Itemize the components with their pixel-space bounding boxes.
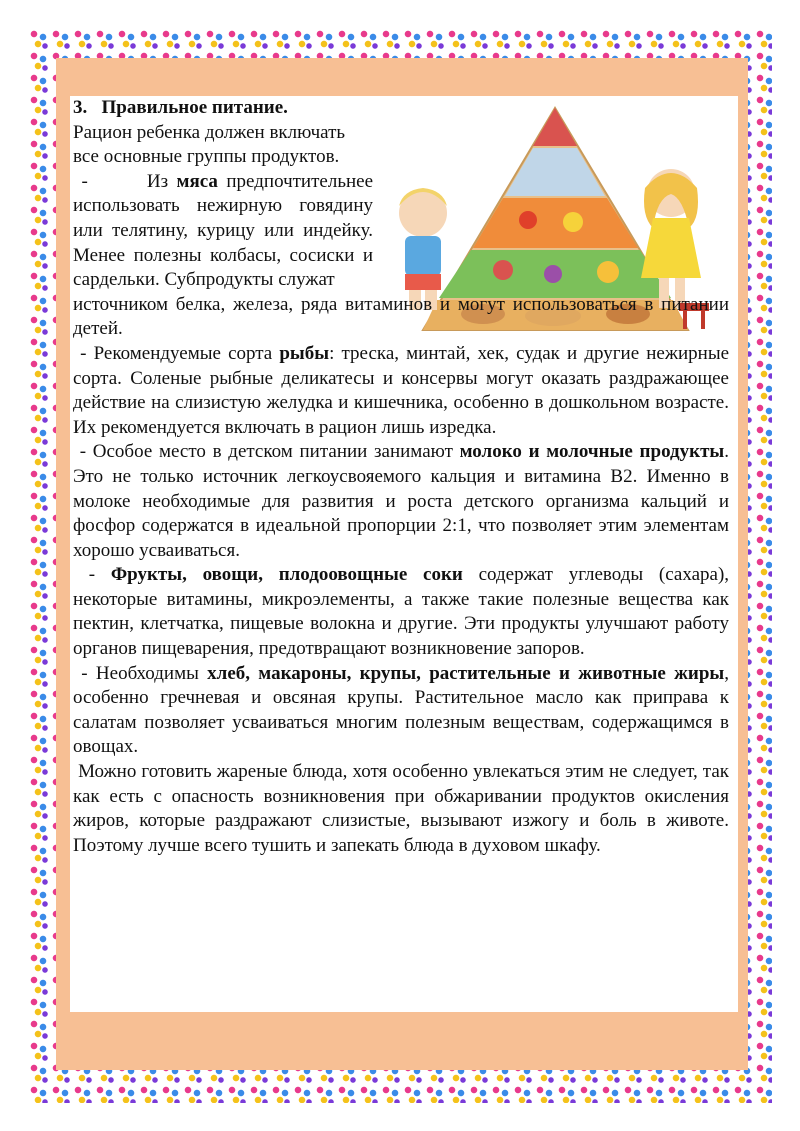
intro-paragraph: Рацион ребенка должен включать все основные группы продуктов.	[73, 121, 346, 168]
milk-paragraph: - Особое место в детском питании занимают молоко и молочные продукты. Это не только источник легкоусвояемого кальция и витамина В2. Именно в молоке необходимые для развития и роста детского организма кальций и фосфор содержатся в идеальной пропорции 2:1, что позволяет этим элементам хорошо усваиваться.	[73, 441, 729, 561]
meat-paragraph-start: - Из мяса предпочтительнее использовать нежирную говядину или телятину, курицу или индейку. Менее полезны колбасы, сосиски и сардельки. Субпродукты служат	[73, 170, 374, 291]
section-heading: 3. Правильное питание.	[73, 97, 288, 118]
meat-paragraph-rest: источником белка, железа, ряда витаминов и могут использоваться в питании детей.	[73, 293, 729, 340]
bread-paragraph: - Необходимы хлеб, макароны, крупы, растительные и животные жиры, особенно гречневая и овсяная крупы. Растительное масло как приправа к салатам позволяет усваиваться многим полезным веществам, содержащимся в овощах.	[73, 662, 730, 758]
top-left-column	[73, 96, 373, 293]
fruits-paragraph: - Фрукты, овощи, плодоовощные соки содержат углеводы (сахара), некоторые витамины, микроэлементы, а также такие полезные вещества как пектин, клетчатка, пищевые волокна и другие. Эти продукты улучшают работу органов пищеварения, предотвращают возникновение запоров.	[73, 564, 730, 660]
fried-paragraph: Можно готовить жареные блюда, хотя особенно увлекаться этим не следует, так как есть с опасность возникновения при обжаривании продуктов окисления жиров, которые раздражают слизистые, вызывают изжогу и боль в животе. Поэтому лучше всего тушить и запекать блюда в духовом шкафу.	[73, 761, 729, 856]
article-text	[73, 96, 729, 858]
fish-paragraph: - Рекомендуемые сорта рыбы: треска, минтай, хек, судак и другие нежирные сорта. Соленые рыбные деликатесы и консервы могут оказать раздражающее действие на слизистую желудка и кишечника, особенно в дошкольном возрасте. Их рекомендуется включать в рацион лишь изредка.	[73, 342, 730, 438]
